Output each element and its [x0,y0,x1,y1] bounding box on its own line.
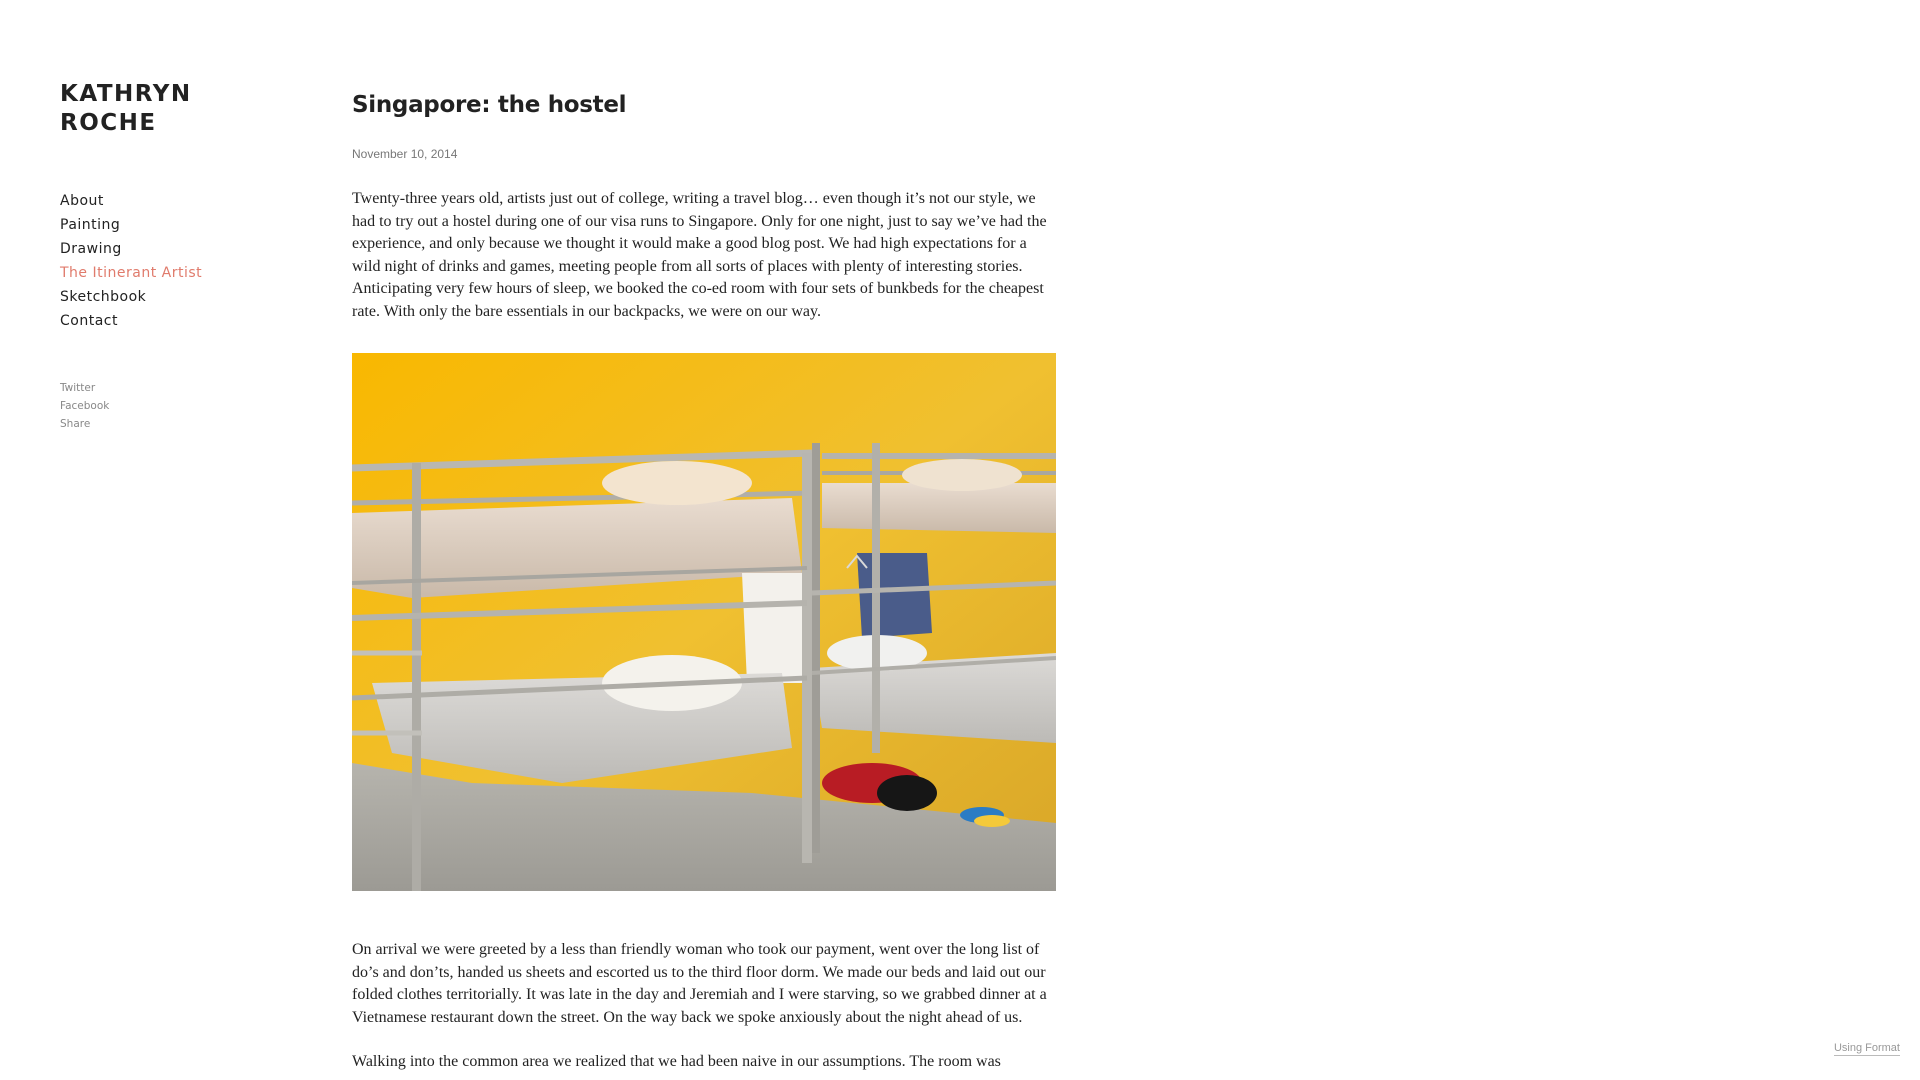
post-date: November 10, 2014 [352,147,458,161]
hostel-bunkbeds-illustration [352,353,1056,891]
nav-item-sketchbook[interactable]: Sketchbook [60,289,147,305]
nav-item-painting[interactable]: Painting [60,217,121,233]
sidebar [60,80,280,433]
nav-item-contact[interactable]: Contact [60,313,118,329]
nav-item-the-itinerant-artist[interactable]: The Itinerant Artist [60,265,203,281]
post-content [352,88,1056,1074]
site-title-line1[interactable]: KATHRYN [60,81,192,107]
main-nav [60,189,280,333]
post-paragraph-3: Walking into the common area we realized that we had been naive in our assumptions. The room was [352,1053,1001,1070]
post-paragraph-1: Twenty-three years old, artists just out of college, writing a travel blog… even though it’s not our style, we had to try out a hostel during one of our visa runs to Singapore. Only for one night, just to say we’ve had the experience, and only because we thought it would make a good blog post. We had high expectations for a wild night of drinks and games, meeting people from all sorts of places with plenty of interesting stories. Anticipating very few hours of sleep, we booked the co-ed room with four sets of bunkbeds for the cheapest rate. With only the bare essentials in our backpacks, we were on our way. [352,190,1047,320]
nav-item-drawing[interactable]: Drawing [60,241,122,257]
using-format-link[interactable]: Using Format [1833,1042,1900,1054]
post-paragraph-2: On arrival we were greeted by a less than friendly woman who took our payment, went over the long list of do’s and don’ts, handed us sheets and escorted us to the third floor dorm. We made our beds and laid out our folded clothes territorially. It was late in the day and Jeremiah and I were starving, so we grabbed dinner at a Vietnamese restaurant down the street. On the way back we spoke anxiously about the night ahead of us. [352,941,1047,1026]
share-link[interactable]: Share [60,418,91,430]
hostel-bunkbeds-photo [352,353,1056,891]
nav-item-about[interactable]: About [60,193,104,209]
post-title: Singapore: the hostel [352,92,627,118]
social-links [60,379,280,433]
facebook-link[interactable]: Facebook [60,400,110,412]
twitter-link[interactable]: Twitter [60,382,96,394]
site-title[interactable] [60,80,280,138]
site-title-line2[interactable]: ROCHE [60,110,157,136]
